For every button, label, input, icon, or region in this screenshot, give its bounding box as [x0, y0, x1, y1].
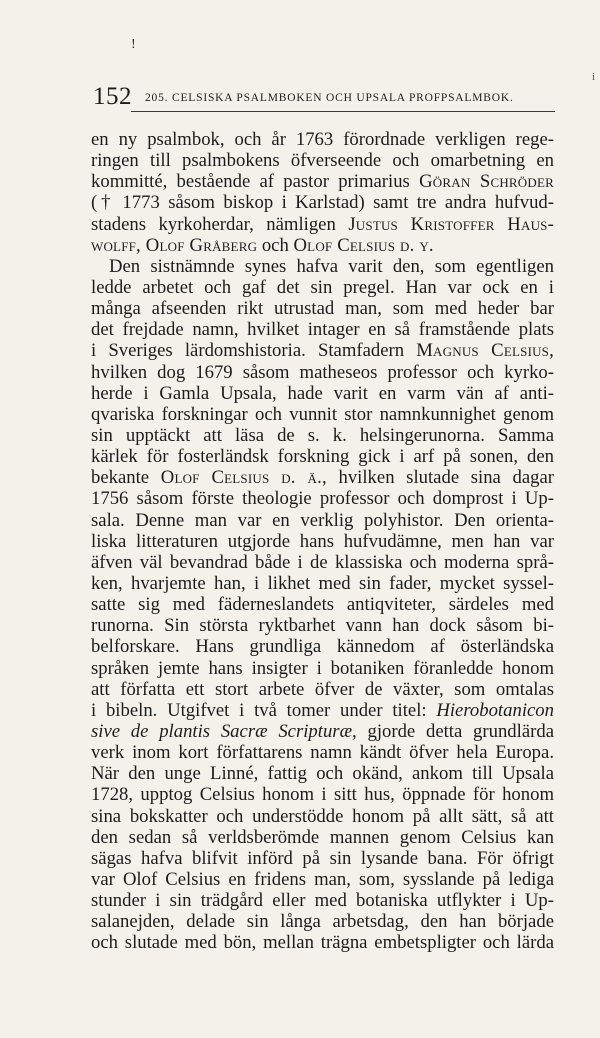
page-header	[93, 84, 555, 114]
small-caps-name: Göran Schröder	[419, 171, 554, 193]
ink-mark-right: i	[592, 71, 596, 83]
text-line	[91, 425, 554, 446]
text-segment: språken jemte hans insigter i botaniken föranledde honom	[91, 657, 554, 679]
text-segment: sägas hafva blifvit införd på sin lysande bana. För öfrigt	[91, 847, 554, 869]
small-caps-name: wolff, Olof Gråberg	[91, 234, 258, 256]
text-line	[91, 340, 554, 361]
text-segment: belforskare. Hans grundliga kännedom af österländska	[91, 636, 554, 658]
text-segment: att författa ett stort arbete öfver de växter, som omtalas	[91, 678, 554, 700]
text-line	[91, 636, 554, 657]
text-segment: qvariska forskningar och vunnit stor namnkunnighet genom	[91, 403, 554, 425]
text-line	[91, 721, 554, 742]
text-line	[91, 890, 554, 911]
text-segment: ken, hvarjemte han, i likhet med sin fader, mycket syssel-	[91, 572, 554, 594]
text-segment: runorna. Sin största ryktbarhet vann han dock såsom bi-	[91, 615, 554, 637]
small-caps-name: Olof Celsius d. ä.,	[160, 467, 327, 489]
italic-title: sive de plantis Sacræ Scripturæ,	[91, 720, 357, 742]
text-segment: och	[257, 234, 294, 256]
text-line	[91, 848, 554, 869]
running-head: 205. CELSISKA PSALMBOKEN OCH UPSALA PROFPSALMBOK.	[145, 92, 514, 104]
text-segment: många afseenden rikt utrustad man, som med heder bar	[91, 298, 554, 320]
text-segment: hvilken slutade sina dagar	[326, 467, 554, 489]
text-line	[91, 404, 554, 425]
text-line	[91, 467, 554, 488]
text-segment: verk inom kort författarens namn kändt öfver hela Europa.	[91, 742, 554, 764]
text-segment: det frejdade namn, hvilket intager en så framstående plats	[91, 319, 554, 341]
text-line	[91, 700, 554, 721]
text-line	[91, 510, 554, 531]
text-line	[91, 827, 554, 848]
page-number: 152	[93, 83, 132, 110]
text-line	[91, 214, 554, 235]
text-line	[91, 679, 554, 700]
small-caps-name: Justus Kristoffer Haus-	[348, 213, 555, 235]
text-line	[91, 256, 554, 277]
text-segment: sin upptäckt att läsa de s. k. helsingerunorna. Samma	[91, 424, 554, 446]
text-line	[91, 383, 554, 404]
text-line	[91, 552, 554, 573]
text-line	[91, 742, 554, 763]
text-segment: en ny psalmbok, och år 1763 förordnade verkligen rege-	[91, 129, 554, 150]
text-line	[91, 573, 554, 594]
text-segment: sina bokskatter och understödde honom på allt sätt, så att	[91, 805, 554, 827]
text-segment: 1728, upptog Celsius honom i sitt hus, öppnade för honom	[91, 784, 554, 806]
text-line	[91, 298, 554, 319]
ink-mark-top: !	[131, 37, 136, 52]
text-line	[91, 277, 554, 298]
text-segment: stadens kyrkoherdar, nämligen	[91, 213, 349, 235]
text-segment: i Sveriges lärdomshistoria. Stamfadern	[91, 340, 417, 362]
text-line	[91, 362, 554, 383]
text-line	[91, 594, 554, 615]
text-segment: kommitté, bestående af pastor primarius	[91, 171, 420, 193]
text-segment: salanejden, delade sin långa arbetsdag, den han började	[91, 911, 554, 933]
text-segment: var Olof Celsius en fridens man, som, sysslande på lediga	[91, 868, 554, 890]
body-text	[91, 129, 554, 953]
text-line	[91, 763, 554, 784]
text-segment: kärlek för fosterländsk forskning gick i arf på sonen, den	[91, 446, 554, 468]
text-line	[91, 192, 554, 213]
text-segment: i bibeln. Utgifvet i två tomer under titel:	[91, 699, 437, 721]
text-line	[91, 658, 554, 679]
text-line	[91, 129, 554, 150]
header-rule	[131, 111, 555, 112]
text-segment: ledde arbetet och gaf det sin pregel. Han var ock en i	[91, 276, 554, 298]
text-segment: († 1773 såsom biskop i Karlstad) samt tre andra hufvud-	[91, 192, 554, 214]
text-line	[91, 806, 554, 827]
text-segment: liska litteraturen utgjorde hans hufvudämne, men han var	[91, 530, 554, 552]
text-segment: Den sistnämnde synes hafva varit den, som egentligen	[109, 255, 554, 277]
text-line	[91, 932, 554, 953]
text-segment: äfven väl bevandrad både i de klassiska och moderna språ-	[91, 551, 554, 573]
text-line	[91, 235, 554, 256]
text-segment: 1756 såsom förste theologie professor och domprost i Up-	[91, 488, 554, 510]
text-segment: sala. Denne man var en verklig polyhistor. Den orienta-	[91, 509, 554, 531]
text-segment: herde i Gamla Upsala, hade varit en varm vän af anti-	[91, 382, 554, 404]
italic-title: Hierobotanicon	[436, 699, 554, 721]
text-line	[91, 446, 554, 467]
text-segment: satte sig med fäderneslandets antiqviteter, särdeles med	[91, 594, 554, 616]
text-line	[91, 911, 554, 932]
text-segment: bekante	[91, 467, 161, 489]
text-segment: gjorde detta grundlärda	[356, 720, 554, 742]
text-segment: När den unge Linné, fattig och okänd, ankom till Upsala	[91, 763, 554, 785]
text-segment: stunder i sin trädgård eller med botaniska utflykter i Up-	[91, 890, 554, 912]
text-line	[91, 488, 554, 509]
small-caps-name: Olof Celsius d. y.	[293, 234, 434, 256]
small-caps-name: Magnus Celsius,	[416, 340, 554, 362]
text-line	[91, 171, 554, 192]
text-line	[91, 784, 554, 805]
text-line	[91, 615, 554, 636]
text-segment: och slutade med bön, mellan trägna embetspligter och lärda	[91, 932, 554, 954]
text-line	[91, 531, 554, 552]
text-line	[91, 319, 554, 340]
text-segment: den sedan så verldsberömde mannen genom Celsius kan	[91, 826, 554, 848]
text-segment: ringen till psalmbokens öfverseende och omarbetning en	[91, 150, 554, 172]
text-line	[91, 869, 554, 890]
text-line	[91, 150, 554, 171]
text-segment: hvilken dog 1679 såsom matheseos professor och kyrko-	[91, 361, 554, 383]
